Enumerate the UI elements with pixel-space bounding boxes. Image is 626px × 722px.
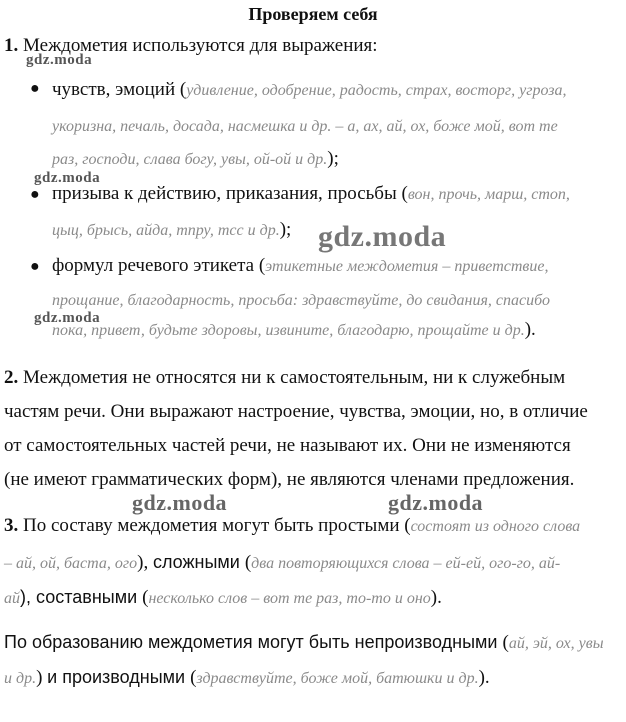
- bullet-icon: ●: [30, 80, 40, 97]
- section-3-examples-3: два повторяющихся слова – ей-ей, ого-го, ай-: [251, 555, 561, 572]
- section-4-examples-1: ай, эй, ох, увы: [508, 635, 604, 652]
- section-3-examples-5: несколько слов – вот те раз, то-то и оно: [148, 590, 431, 607]
- bullet-1-examples-3: раз, господи, слава богу, увы, ой-ой и др.: [52, 151, 328, 168]
- bullet-2-label: призыва к действию, приказания, просьбы: [52, 183, 402, 204]
- bullet-2-line-2: [52, 218, 291, 243]
- paren-close: );: [327, 148, 339, 169]
- bullet-3-label: формул речевого этикета: [52, 255, 259, 276]
- bullet-3-examples-1: этикетные междометия – приветствие,: [265, 258, 549, 275]
- bullet-1-examples-1: удивление, одобрение, радость, страх, восторг, угроза,: [186, 82, 567, 99]
- watermark: gdz.moda: [132, 490, 228, 515]
- section-4-text-1: По образованию междометия могут быть непроизводными: [4, 632, 503, 652]
- bullet-2-examples-2: цыц, брысь, айда, тпру, тсс и др.: [52, 222, 280, 239]
- section-3-examples-1: состоят из одного слова: [410, 518, 581, 535]
- paren-open: (: [502, 632, 509, 653]
- bullet-3-examples-2: прощание, благодарность, просьба: здравствуйте, до свидания, спасибо: [52, 292, 550, 309]
- bullet-2-examples-1: вон, прочь, марш, стоп,: [407, 186, 570, 203]
- section-2-line-4: (не имеют грамматических форм), не являются членами предложения.: [4, 469, 575, 490]
- bullet-3-line-1: [52, 254, 548, 279]
- section-2-number: 2.: [4, 367, 19, 388]
- section-4-text-2: и производными: [47, 667, 191, 687]
- section-2-line-3: от самостоятельных частей речи, не называют их. Они не изменяются: [4, 435, 571, 456]
- bullet-1-line-1: [52, 78, 566, 103]
- section-3-line-2: [4, 550, 560, 576]
- bullet-2-line-1: [52, 182, 570, 207]
- section-2-text-1: Междометия не относятся ни к самостоятельным, ни к служебным: [18, 367, 566, 388]
- section-3-examples-2: – ай, ой, баста, ого: [4, 555, 138, 572]
- section-1-number: 1.: [4, 35, 19, 56]
- bullet-icon: ●: [30, 186, 40, 203]
- watermark: gdz.moda: [34, 310, 101, 326]
- section-1-intro-text: Междометия используются для выражения:: [18, 35, 378, 56]
- bullet-3-examples-3: пока, привет, будьте здоровы, извините, благодарю, прощайте и др.: [52, 322, 525, 339]
- bullet-1-examples-2: укоризна, печаль, досада, насмешка и др. – а, ах, ай, ох, боже мой, вот те: [52, 118, 558, 135]
- section-3-number: 3.: [4, 515, 19, 536]
- section-3-text-3: составными: [36, 587, 143, 607]
- paren-open: (: [190, 667, 197, 688]
- paren-open: (: [401, 183, 408, 204]
- paren-close: ).: [478, 667, 490, 688]
- section-3-examples-4: ай: [4, 590, 20, 607]
- bullet-1-label: чувств, эмоций: [52, 79, 180, 100]
- section-3-line-3: [4, 585, 442, 611]
- page-title: Проверяем себя: [248, 4, 378, 24]
- paren-close: ).: [524, 319, 536, 340]
- section-4-examples-2: и др.: [4, 670, 37, 687]
- section-3-line-1: [4, 514, 580, 539]
- watermark: gdz.moda: [388, 490, 484, 515]
- watermark: gdz.moda: [34, 170, 101, 186]
- bullet-icon: ●: [30, 258, 40, 275]
- section-3-text-1: По составу междометия могут быть простыми: [18, 515, 405, 536]
- paren-close: ).: [430, 587, 442, 608]
- paren-open: (: [244, 552, 252, 573]
- paren-open: (: [179, 79, 187, 100]
- section-2-line-1: [4, 366, 565, 390]
- bullet-1-line-3: [52, 147, 339, 172]
- bullet-1-line-2: [52, 114, 558, 139]
- section-3-text-2: сложными: [152, 552, 245, 572]
- section-4-line-1: [4, 630, 604, 656]
- paren-close: ): [36, 667, 48, 688]
- bullet-3-line-3: [52, 318, 536, 343]
- section-2-line-2: частям речи. Они выражают настроение, чувства, эмоции, но, в отличие: [4, 401, 588, 422]
- bullet-3-line-2: [52, 288, 550, 313]
- paren-open: (: [142, 587, 149, 608]
- paren-close: ),: [137, 552, 153, 573]
- section-4-examples-3: здравствуйте, боже мой, батюшки и др.: [196, 670, 479, 687]
- paren-close: );: [279, 219, 292, 240]
- paren-close: ),: [20, 587, 36, 607]
- watermark: gdz.moda: [26, 52, 93, 68]
- paren-open: (: [258, 255, 266, 276]
- section-4-line-2: [4, 665, 490, 691]
- paren-open: (: [404, 515, 411, 536]
- watermark: gdz.moda: [318, 220, 447, 253]
